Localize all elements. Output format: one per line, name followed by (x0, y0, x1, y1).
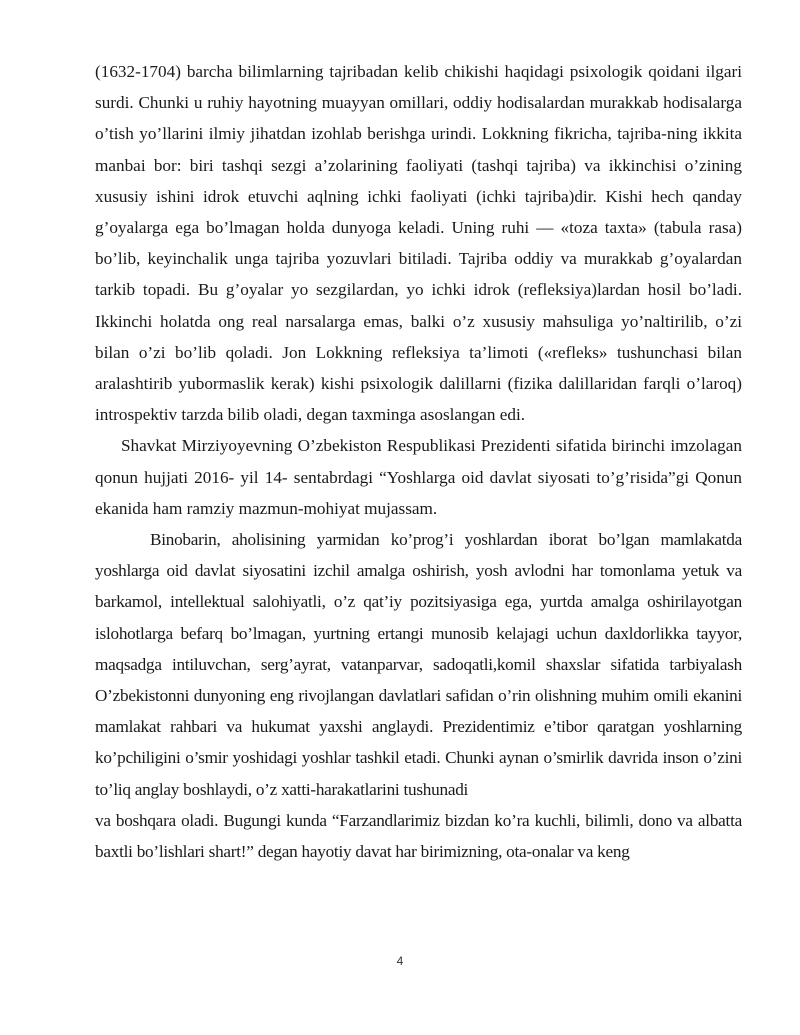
paragraph-children: va boshqara oladi. Bugungi kunda “Farzandlarimiz bizdan ko’ra kuchli, bilimli, dono va albatta baxtli bo’lishlari shart!” degan hayotiy davat har birimizning, ota-onalar va keng (95, 810, 742, 862)
paragraph-locke: (1632-1704) barcha bilimlarning tajribadan kelib chikishi haqidagi psixologik qoidani ilgari surdi. Chunki u ruhiy hayotning muayyan omillari, oddiy hodisalardan murakkab hodisalarga o’tish yo’llarini ilmiy jihatdan izohlab berishga urindi. Lokkning fikricha, tajriba-ning ikkita manbai bor: biri tashqi sezgi a’zolarining faoliyati (tashqi tajriba) va ikkinchisi o’zining xususiy ishini idrok etuvchi aqlning ichki faoliyati (ichki tajriba)dir. Kishi hech qanday g’oyalarga ega bo’lmagan holda dunyoga keladi. Uning ruhi — «toza taxta» (tabula rasa) bo’lib, keyinchalik unga tajriba yozuvlari bitiladi. Tajriba oddiy va murakkab g’oyalardan tarkib topadi. Bu g’oyalar yo sezgilardan, yo ichki idrok (refleksiya)lardan hosil bo’ladi. Ikkinchi holatda ong real narsalarga emas, balki o’z xususiy mahsuliga yo’naltirilib, o’zi bilan o’zi bo’lib qoladi. Jon Lokkning refleksiya ta’limoti («refleks» tushunchasi bilan aralashtirib yubormaslik kerak) kishi psixologik dalillarni (fizika dalillaridan farqli o’laroq) introspektiv tarzda bilib oladi, degan taxminga asoslangan edi. (95, 62, 742, 425)
paragraph-youth-policy: Binobarin, aholisining yarmidan ko’prog’i yoshlardan iborat bo’lgan mamlakatda yoshlarga oid davlat siyosatini izchil amalga oshirish, yosh avlodni har tomonlama yetuk va barkamol, intellektual salohiyatli, o’z qat’iy pozitsiyasiga ega, yurtda amalga oshirilayotgan islohotlarga befarq bo’lmagan, yurtning ertangi munosib kelajagi uchun daxldorlikka tayyor, maqsadga intiluvchan, serg’ayrat, vatanparvar, sadoqatli,komil shaxslar sifatida tarbiyalash O’zbekistonni dunyoning eng rivojlangan davlatlari safidan o’rin olishning muhim omili ekanini mamlakat rahbari va hukumat yaxshi anglaydi. Prezidentimiz e’tibor qaratgan yoshlarning ko’pchiligini o’smir yoshidagi yoshlar tashkil etadi. Chunki aynan o’smirlik davrida inson o’zini to’liq anglay boshlaydi, o’z xatti-harakatlarini tushunadi (95, 530, 742, 799)
paragraph-youth-law: Shavkat Mirziyoyevning O’zbekiston Respublikasi Prezidenti sifatida birinchi imzolagan qonun hujjati 2016- yil 14- sentabrdagi “Yoshlarga oid davlat siyosati to’g’risida”gi Qonun ekanida ham ramziy mazmun-mohiyat mujassam. (95, 436, 742, 518)
page-number: 4 (396, 954, 404, 968)
document-body (95, 56, 742, 867)
